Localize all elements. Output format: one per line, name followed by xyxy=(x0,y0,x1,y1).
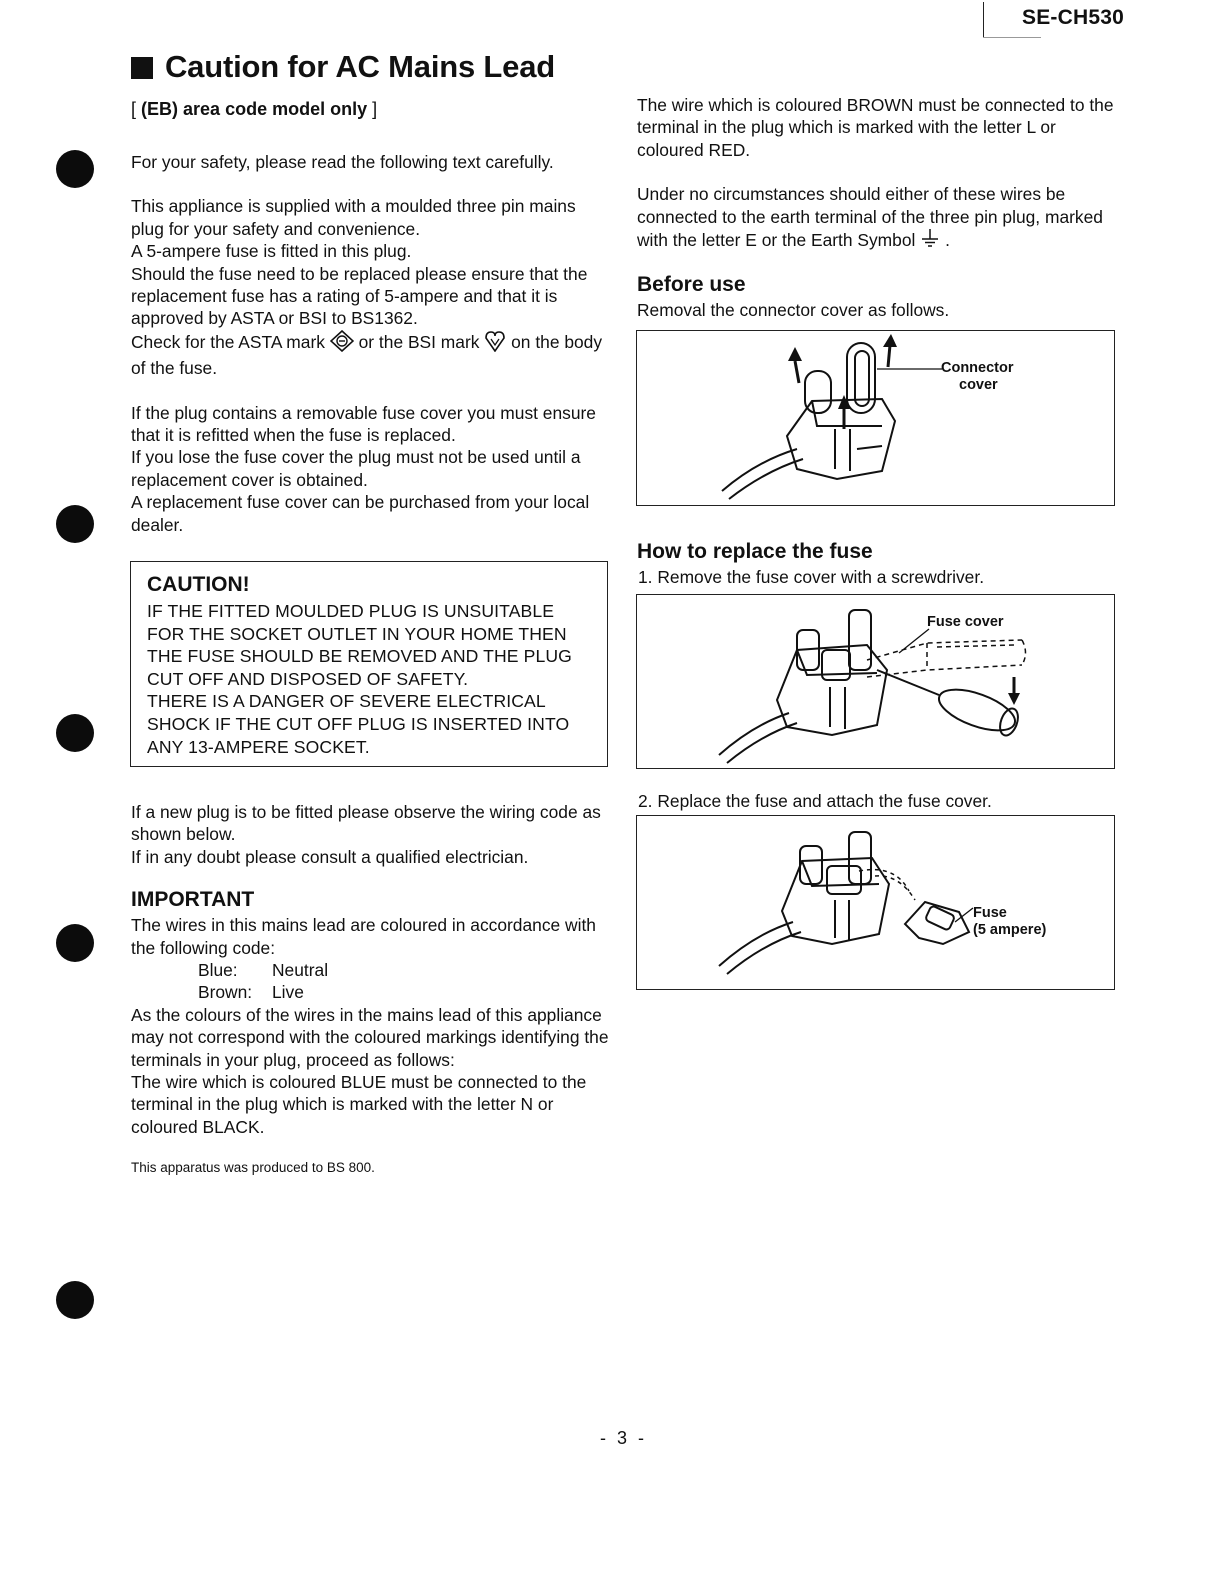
screwdriver-plug-illustration-icon xyxy=(637,595,1116,770)
right-column-text xyxy=(637,94,1117,322)
fuse-fitted-text: A 5-ampere fuse is fitted in this plug. xyxy=(131,241,412,262)
plug-supplied-text: This appliance is supplied with a moulded three pin mains plug for your safety and convenience. xyxy=(131,196,576,239)
caution-title: CAUTION! xyxy=(147,573,250,596)
how-to-replace-heading: How to replace the fuse xyxy=(637,540,873,563)
fuse-cover-text: If the plug contains a removable fuse cover you must ensure that it is refitted when the fuse is replaced. xyxy=(131,402,596,446)
punch-hole-4 xyxy=(56,924,94,962)
punch-hole-3 xyxy=(56,714,94,752)
connector-cover-figure xyxy=(636,330,1115,506)
fuse-rating-label: (5 ampere) xyxy=(973,922,1047,938)
earth-warning-end: . xyxy=(945,230,950,251)
step-2-text: 2. Replace the fuse and attach the fuse cover. xyxy=(638,791,992,811)
page-title: Caution for AC Mains Lead xyxy=(165,49,555,84)
punch-hole-2 xyxy=(56,505,94,543)
check-mark-text-b: or the BSI mark xyxy=(358,331,480,352)
plug-illustration-icon xyxy=(637,331,1116,507)
caution-line: THERE IS A DANGER OF SEVERE ELECTRICAL xyxy=(147,691,546,712)
earth-warning-body: Under no circumstances should either of these wires be connected to the earth terminal of the three pin plug, marked with the letter E or the Earth Symbol xyxy=(637,184,1103,251)
earth-symbol-icon xyxy=(920,228,940,253)
fuse-plug-illustration-icon xyxy=(637,816,1116,991)
wire-code-row xyxy=(131,981,611,1003)
left-column-text xyxy=(131,151,611,536)
intro-text: For your safety, please read the following text carefully. xyxy=(131,152,554,172)
bs800-footnote: This apparatus was produced to BS 800. xyxy=(131,1160,375,1175)
new-plug-text: If a new plug is to be fitted please observe the wiring code as shown below. xyxy=(131,802,601,845)
wire-meaning: Live xyxy=(272,982,304,1003)
wire-meaning: Neutral xyxy=(272,960,329,981)
header-rule xyxy=(983,2,984,38)
model-number: SE-CH530 xyxy=(1022,6,1124,29)
wire-colours-text: The wires in this mains lead are coloured in accordance with the following code: xyxy=(131,915,596,958)
connector-label: Connector xyxy=(941,360,1014,376)
before-use-text: Removal the connector cover as follows. xyxy=(637,300,950,321)
area-note-close: ] xyxy=(372,99,378,119)
consult-electrician-text: If in any doubt please consult a qualified electrician. xyxy=(131,846,529,867)
header-underline xyxy=(983,37,1041,38)
asta-mark-icon xyxy=(330,330,354,357)
area-note-text: (EB) area code model only xyxy=(141,99,368,119)
wiring-code-section xyxy=(131,801,611,1138)
bsi-kitemark-icon xyxy=(484,330,506,357)
fuse-replace-text: Should the fuse need to be replaced please ensure that the replacement fuse has a rating of 5-ampere and that it is approved by ASTA or BSI to BS1362. xyxy=(131,263,588,329)
caution-line: THE FUSE SHOULD BE REMOVED AND THE PLUG xyxy=(147,646,572,667)
wire-colour: Brown: xyxy=(198,982,253,1003)
caution-line: CUT OFF AND DISPOSED OF SAFETY. xyxy=(147,668,469,689)
lost-cover-text: If you lose the fuse cover the plug must not be used until a replacement cover is obtained. xyxy=(131,447,581,490)
caution-box xyxy=(130,561,608,767)
title-bullet-icon xyxy=(131,57,153,79)
colour-mismatch-text: As the colours of the wires in the mains lead of this appliance may not correspond with the coloured markings identifying the terminals in your plug, proceed as follows: xyxy=(131,1004,609,1070)
fuse-cover-label: Fuse cover xyxy=(927,614,1004,630)
fuse-cover-removal-figure xyxy=(636,594,1115,769)
important-heading: IMPORTANT xyxy=(131,888,255,912)
fuse-label: Fuse xyxy=(973,905,1007,921)
cover-label: cover xyxy=(959,377,998,393)
caution-line: SHOCK IF THE CUT OFF PLUG IS INSERTED INTO xyxy=(147,713,570,734)
check-mark-text-a: Check for the ASTA mark xyxy=(131,331,325,352)
wire-colour: Blue: xyxy=(198,960,238,981)
check-mark-text-c: on the body of the fuse. xyxy=(131,331,603,379)
area-note-open: [ xyxy=(131,99,137,119)
wire-code-row xyxy=(131,959,611,981)
area-code-note xyxy=(131,99,377,120)
before-use-heading: Before use xyxy=(637,273,746,297)
blue-wire-text: The wire which is coloured BLUE must be connected to the terminal in the plug which is marked with the letter N or coloured BLACK. xyxy=(131,1072,587,1137)
punch-hole-1 xyxy=(56,150,94,188)
replacement-cover-text: A replacement fuse cover can be purchased from your local dealer. xyxy=(131,492,590,535)
caution-line: FOR THE SOCKET OUTLET IN YOUR HOME THEN xyxy=(147,623,567,644)
brown-wire-text: The wire which is coloured BROWN must be connected to the terminal in the plug which is marked with the letter L or coloured RED. xyxy=(637,95,1114,160)
fuse-replacement-figure xyxy=(636,815,1115,990)
page-number: - 3 - xyxy=(600,1428,648,1448)
caution-line: IF THE FITTED MOULDED PLUG IS UNSUITABLE xyxy=(147,601,555,621)
caution-line: ANY 13-AMPERE SOCKET. xyxy=(147,736,370,757)
punch-hole-5 xyxy=(56,1281,94,1319)
check-mark-text xyxy=(131,330,611,380)
earth-warning-text xyxy=(637,183,1117,253)
step-1-text: 1. Remove the fuse cover with a screwdriver. xyxy=(638,567,985,587)
